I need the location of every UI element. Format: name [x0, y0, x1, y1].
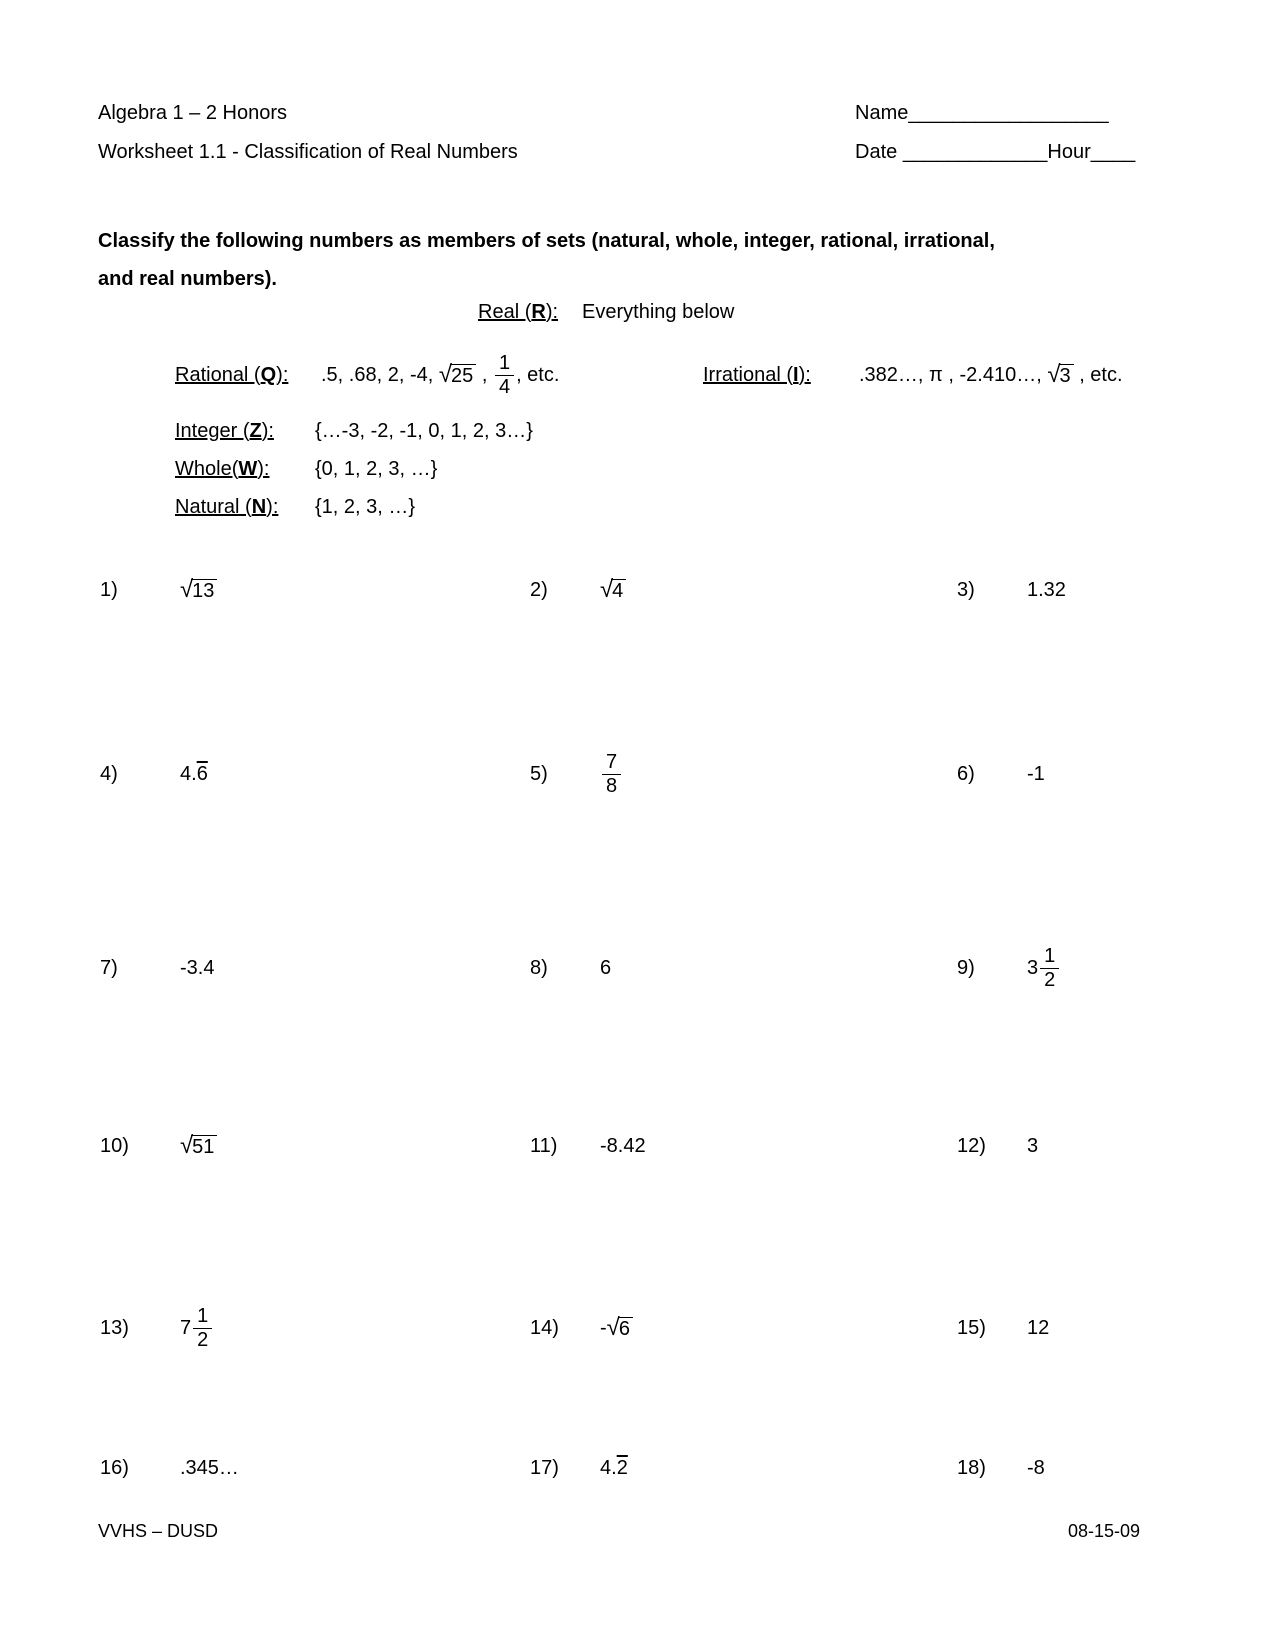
problem-cell [100, 957, 530, 980]
definition-real-label [478, 301, 558, 323]
math-text: 7 [180, 1316, 192, 1339]
problem-number: 18) [957, 1456, 986, 1479]
definition-integer-label [175, 420, 315, 443]
math-text: 3 [1027, 956, 1039, 979]
problem-cell [100, 763, 530, 786]
label-text: Rational ( [175, 363, 261, 386]
definition-real-content: Everything below [582, 301, 735, 323]
math-text: -3.4 [180, 956, 215, 979]
definition-integer-content: {…-3, -2, -1, 0, 1, 2, 3…} [315, 420, 533, 442]
problem-value [1027, 1135, 1038, 1158]
math-text: 4. [600, 1456, 617, 1479]
sqrt-expression [438, 360, 476, 388]
problem-cell [100, 1131, 530, 1159]
definition-natural-label [175, 496, 315, 519]
problem-row [100, 560, 1230, 620]
math-text: .345… [180, 1456, 239, 1479]
problem-value [1027, 945, 1061, 992]
sqrt-expression [1047, 360, 1073, 388]
fraction-numerator: 1 [495, 352, 514, 376]
problem-cell [530, 1135, 957, 1158]
instructions-line1: Classify the following numbers as members of sets (natural, whole, integer, rational, irrational, [98, 230, 995, 252]
definition-whole [175, 458, 437, 481]
math-text: , etc. [516, 363, 560, 386]
problem-number: 12) [957, 1134, 986, 1157]
problem-number: 16) [100, 1456, 129, 1479]
math-text: -1 [1027, 762, 1045, 785]
problem-value [1027, 1457, 1045, 1480]
math-text: 12 [1027, 1316, 1050, 1339]
label-text: ): [261, 420, 274, 442]
problem-value [180, 1305, 214, 1352]
problem-row [100, 1298, 1230, 1358]
problem-value [1027, 1317, 1049, 1340]
label-text: ): [545, 301, 559, 323]
problem-number: 11) [530, 1134, 558, 1157]
fraction-numerator: 1 [1040, 945, 1059, 969]
label-text: ): [276, 363, 289, 386]
math-text: - [600, 1316, 607, 1339]
radicand: 25 [450, 364, 476, 388]
math-text: , [476, 363, 493, 386]
label-text: Integer ( [175, 420, 250, 442]
problem-number: 2) [530, 578, 548, 601]
problem-row [100, 1438, 1230, 1498]
date-hour-line [855, 141, 1135, 164]
definition-natural-content: {1, 2, 3, …} [315, 496, 416, 518]
problem-value [1027, 579, 1066, 602]
definition-rational [175, 346, 559, 404]
label-text: Whole( [175, 458, 239, 480]
problem-cell [957, 763, 1230, 786]
name-line [855, 102, 1109, 125]
definition-irrational-examples [859, 360, 1123, 388]
problem-value [600, 957, 611, 980]
set-letter: Z [249, 420, 262, 442]
problem-cell [957, 945, 1230, 992]
definition-irrational-label [703, 364, 843, 387]
definition-whole-label [175, 458, 315, 481]
sqrt-expression [180, 575, 217, 603]
problem-value [600, 575, 626, 603]
radicand: 3 [1059, 364, 1074, 388]
set-letter: N [251, 496, 267, 518]
set-letter: I [793, 363, 799, 386]
problem-cell [100, 575, 530, 603]
radical-icon: √ [438, 360, 453, 388]
problem-number: 17) [530, 1456, 559, 1479]
math-text: -8.42 [600, 1134, 646, 1157]
problem-value [1027, 763, 1045, 786]
instructions-line2: and real numbers). [98, 268, 277, 290]
footer-revision-date: 08-15-09 [1067, 1521, 1140, 1541]
radicand: 13 [191, 579, 217, 603]
problem-value [600, 1135, 646, 1158]
repeating-decimal-digit: 6 [196, 762, 208, 785]
fraction [1040, 945, 1059, 992]
definition-integer [175, 420, 533, 443]
problem-number: 8) [530, 956, 548, 979]
sqrt-expression [600, 575, 626, 603]
date-blank-line: _____________ [902, 141, 1048, 163]
label-text: Real ( [478, 301, 532, 323]
problem-cell [530, 575, 957, 603]
problem-number: 1) [100, 578, 118, 601]
course-title: Algebra 1 – 2 Honors [98, 102, 288, 124]
radical-icon: √ [180, 575, 194, 603]
fraction-denominator: 2 [197, 1328, 209, 1351]
label-text: ): [266, 496, 279, 518]
problem-value [180, 575, 217, 603]
hour-blank-line: ____ [1090, 141, 1136, 163]
problem-value [180, 1457, 239, 1480]
math-text: 4. [180, 762, 197, 785]
problem-cell [530, 1457, 957, 1480]
problem-number: 14) [530, 1316, 559, 1339]
problem-number: 15) [957, 1316, 986, 1339]
name-label: Name [855, 102, 909, 124]
label-text: ): [257, 458, 270, 480]
date-label: Date [855, 141, 903, 163]
footer-school-district: VVHS – DUSD [98, 1521, 219, 1541]
definition-irrational [703, 346, 1123, 404]
fraction-numerator: 1 [193, 1305, 212, 1329]
name-blank-line: __________________ [908, 102, 1109, 124]
math-text: .382…, π , -2.410…, [859, 363, 1048, 386]
radicand: 4 [611, 579, 626, 603]
set-letter: Q [260, 363, 277, 386]
set-letter: R [531, 301, 546, 323]
problem-value [600, 751, 623, 798]
definition-rational-examples [321, 352, 559, 399]
problem-number: 6) [957, 762, 975, 785]
fraction-denominator: 4 [498, 375, 511, 398]
radical-icon: √ [1047, 360, 1061, 388]
fraction [602, 751, 621, 798]
definition-rational-label [175, 364, 321, 387]
problem-number: 3) [957, 578, 975, 601]
radical-icon: √ [180, 1131, 194, 1159]
problem-number: 7) [100, 956, 118, 979]
problem-cell [957, 1317, 1230, 1340]
problem-row [100, 1116, 1230, 1176]
math-text: 1.32 [1027, 578, 1066, 601]
definition-natural [175, 496, 415, 519]
problem-row [100, 938, 1230, 998]
sqrt-expression [180, 1131, 217, 1159]
radicand: 51 [191, 1135, 217, 1159]
fraction-denominator: 8 [606, 774, 618, 797]
problem-cell [530, 751, 957, 798]
problem-number: 10) [100, 1134, 129, 1157]
math-text: 3 [1027, 1134, 1039, 1157]
repeating-decimal-digit: 2 [616, 1456, 628, 1479]
problem-value [180, 1131, 217, 1159]
problem-cell [957, 1135, 1230, 1158]
fraction [495, 352, 514, 399]
fraction-denominator: 2 [1044, 968, 1056, 991]
label-text: Irrational ( [703, 363, 794, 386]
sqrt-expression [606, 1313, 633, 1341]
label-text: Natural ( [175, 496, 252, 518]
problem-cell [957, 1457, 1230, 1480]
problem-cell [957, 579, 1230, 602]
radical-icon: √ [606, 1313, 620, 1341]
definition-whole-content: {0, 1, 2, 3, …} [315, 458, 438, 480]
problem-value [180, 957, 214, 980]
problem-number: 9) [957, 956, 975, 979]
radical-icon: √ [600, 575, 614, 603]
problem-value [600, 1457, 628, 1480]
problem-number: 13) [100, 1316, 129, 1339]
radicand: 6 [618, 1317, 633, 1341]
label-text: ): [798, 363, 811, 386]
instructions [98, 222, 1138, 298]
math-text: , etc. [1073, 363, 1123, 386]
math-text: -8 [1027, 1456, 1045, 1479]
worksheet-title: Worksheet 1.1 - Classification of Real Numbers [98, 141, 518, 163]
set-letter: W [238, 458, 258, 480]
problem-row [100, 744, 1230, 804]
page-footer [98, 1521, 1140, 1542]
problem-cell [100, 1305, 530, 1352]
hour-label: Hour [1047, 141, 1091, 163]
math-text: 6 [600, 956, 612, 979]
fraction [193, 1305, 212, 1352]
problem-value [180, 763, 208, 786]
problem-number: 4) [100, 762, 118, 785]
math-text: .5, .68, 2, -4, [321, 363, 439, 386]
problem-cell [530, 957, 957, 980]
definition-real [478, 301, 734, 324]
fraction-numerator: 7 [602, 751, 621, 775]
problem-cell [530, 1313, 957, 1341]
problem-cell [100, 1457, 530, 1480]
problem-value [600, 1313, 633, 1341]
problem-number: 5) [530, 762, 548, 785]
